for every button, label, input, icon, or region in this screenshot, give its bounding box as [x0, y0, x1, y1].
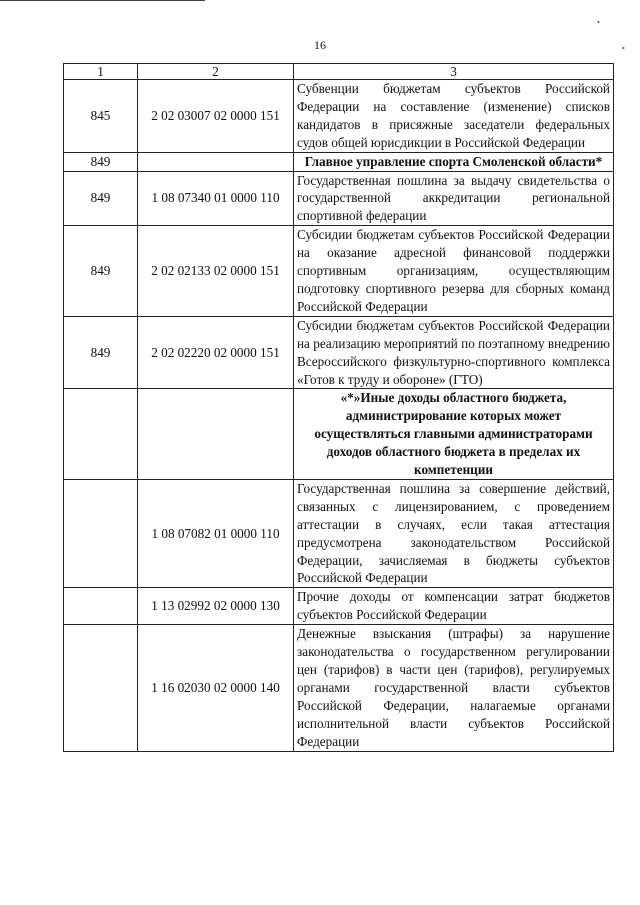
top-rule: [0, 0, 205, 1]
description-cell: Государственная пошлина за совершение действий, связанных с лицензированием, с проведением аттестации в случаях, если такая аттестация предусмотрена законодательством Российской Федерации, зачисляемая в бюджеты субъектов Российской Федерации: [294, 479, 614, 587]
table-row: [64, 80, 614, 153]
table-row: [64, 171, 614, 226]
budget-code-cell: 1 16 02030 02 0000 140: [138, 625, 294, 751]
admin-code-cell: 849: [64, 226, 138, 317]
header-col-3: 3: [294, 64, 614, 80]
scan-speck: •: [597, 18, 600, 27]
description-cell: Субвенции бюджетам субъектов Российской Федерации на составление (изменение) списков кандидатов в присяжные заседатели федеральных судов общей юрисдикции в Российской Федерации: [294, 80, 614, 153]
budget-code-cell: 2 02 02133 02 0000 151: [138, 226, 294, 317]
header-col-1: 1: [64, 64, 138, 80]
table-row: [64, 316, 614, 389]
admin-code-cell: [64, 588, 138, 625]
section-heading-cell: «*»Иные доходы областного бюджета, администрирование которых может осуществляться главными администраторами доходов областного бюджета в пределах их компетенции: [294, 389, 614, 480]
budget-code-cell: 1 13 02992 02 0000 130: [138, 588, 294, 625]
budget-code-cell: [138, 389, 294, 480]
admin-code-cell: [64, 389, 138, 480]
revenue-codes-table: [63, 63, 614, 752]
description-cell: Денежные взыскания (штрафы) за нарушение законодательства о государственном регулировании цен (тарифов) в части цен (тарифов), регулируемых органами государственной власти субъектов Российской Федерации, налагаемые органами исполнительной власти субъектов Российской Федерации: [294, 625, 614, 751]
table-row: [64, 226, 614, 317]
admin-code-cell: 849: [64, 316, 138, 389]
admin-code-cell: 845: [64, 80, 138, 153]
table-row: [64, 625, 614, 751]
table-row: [64, 152, 614, 171]
section-heading-cell: Главное управление спорта Смоленской области*: [294, 152, 614, 171]
table-row: [64, 588, 614, 625]
description-cell: Государственная пошлина за выдачу свидетельства о государственной аккредитации региональной спортивной федерации: [294, 171, 614, 226]
table-row: [64, 479, 614, 587]
description-cell: Субсидии бюджетам субъектов Российской Федерации на оказание адресной финансовой поддержки спортивным организациям, осуществляющим подготовку спортивного резерва для сборных команд Российской Федерации: [294, 226, 614, 317]
budget-code-cell: 2 02 03007 02 0000 151: [138, 80, 294, 153]
budget-code-cell: 1 08 07340 01 0000 110: [138, 171, 294, 226]
admin-code-cell: [64, 479, 138, 587]
header-col-2: 2: [138, 64, 294, 80]
admin-code-cell: 849: [64, 171, 138, 226]
page-number: 16: [314, 38, 326, 52]
description-cell: Субсидии бюджетам субъектов Российской Федерации на реализацию мероприятий по поэтапному внедрению Всероссийского физкультурно-спортивного комплекса «Готов к труду и обороне» (ГТО): [294, 316, 614, 389]
budget-code-cell: [138, 152, 294, 171]
table-header-row: [64, 64, 614, 80]
description-cell: Прочие доходы от компенсации затрат бюджетов субъектов Российской Федерации: [294, 588, 614, 625]
budget-code-cell: 1 08 07082 01 0000 110: [138, 479, 294, 587]
scan-speck: •: [622, 44, 625, 53]
admin-code-cell: [64, 625, 138, 751]
table-row: [64, 389, 614, 480]
admin-code-cell: 849: [64, 152, 138, 171]
budget-code-cell: 2 02 02220 02 0000 151: [138, 316, 294, 389]
